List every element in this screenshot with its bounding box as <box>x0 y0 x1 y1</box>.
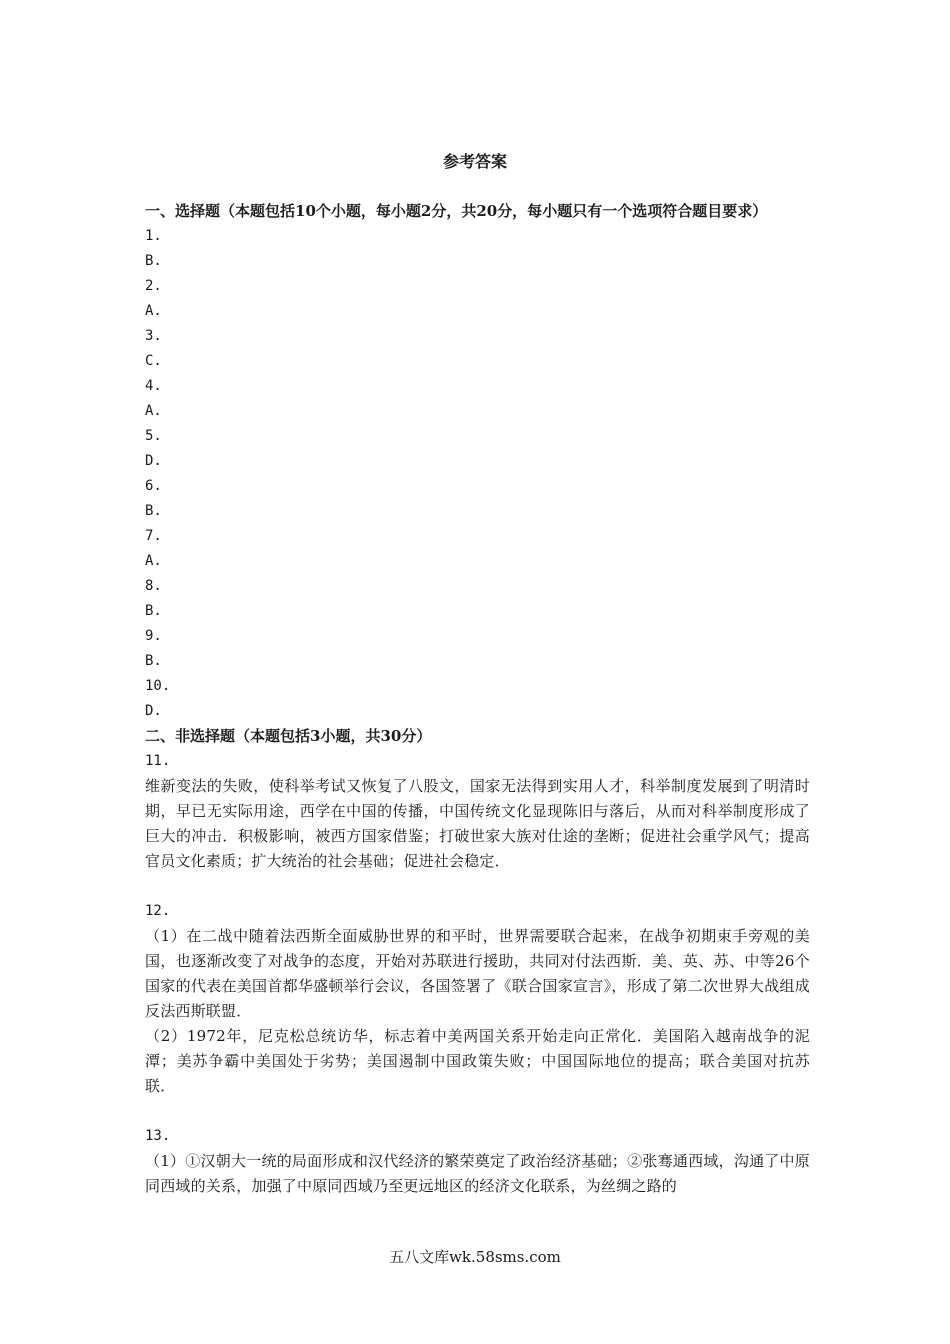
question-12-part2: （2）1972年，尼克松总统访华，标志着中美两国关系开始走向正常化．美国陷入越南战争的泥潭；美苏争霸中美国处于劣势；美国遏制中国政策失败；中国国际地位的提高；联合美国对抗苏联． <box>145 1027 810 1095</box>
spacer <box>145 1099 810 1124</box>
question-number: 7. <box>145 528 162 544</box>
page-title: 参考答案 <box>442 152 507 171</box>
answer-choice: A. <box>145 553 162 569</box>
answer-content <box>145 199 810 1199</box>
answer-choice: A. <box>145 303 162 319</box>
spacer <box>145 874 810 899</box>
question-number: 2. <box>145 278 162 294</box>
answer-choice: B. <box>145 653 162 669</box>
answer-choice: C. <box>145 353 162 369</box>
question-number: 9. <box>145 628 162 644</box>
question-number: 8. <box>145 578 162 594</box>
answer-choice: B. <box>145 253 162 269</box>
question-13-part1: （1）①汉朝大一统的局面形成和汉代经济的繁荣奠定了政治经济基础；②张骞通西域，沟通了中原同西域的关系，加强了中原同西域乃至更远地区的经济文化联系，为丝绸之路的 <box>145 1152 810 1195</box>
answer-choice: D. <box>145 453 162 469</box>
question-number: 10. <box>145 678 171 694</box>
question-number: 4. <box>145 378 162 394</box>
answer-choice: B. <box>145 503 162 519</box>
answer-choice: A. <box>145 403 162 419</box>
question-13-number: 13. <box>145 1128 171 1144</box>
question-12-part1: （1）在二战中随着法西斯全面威胁世界的和平时，世界需要联合起来，在战争初期束手旁观的美国，也逐渐改变了对战争的态度，开始对苏联进行援助，共同对付法西斯．美、英、苏、中等26个国家的代表在美国首都华盛顿举行会议，各国签署了《联合国家宣言》，形成了第二次世界大战组成反法西斯联盟． <box>145 927 810 1020</box>
answer-choice: D. <box>145 703 162 719</box>
footer-watermark: 五八文库wk.58sms.com <box>389 1248 561 1266</box>
question-number: 3. <box>145 328 162 344</box>
question-12-number: 12. <box>145 903 171 919</box>
question-number: 5. <box>145 428 162 444</box>
question-number: 6. <box>145 478 162 494</box>
question-11-number: 11. <box>145 753 171 769</box>
question-number: 1. <box>145 228 162 244</box>
choice-answers-list <box>145 224 810 724</box>
section2-heading: 二、非选择题（本题包括3小题，共30分） <box>145 727 432 745</box>
answer-choice: B. <box>145 603 162 619</box>
section1-heading: 一、选择题（本题包括10个小题，每小题2分，共20分，每小题只有一个选项符合题目要求） <box>145 202 768 220</box>
question-11-answer: 维新变法的失败，使科举考试又恢复了八股文，国家无法得到实用人才，科举制度发展到了明清时期，早已无实际用途，西学在中国的传播，中国传统文化显现陈旧与落后，从而对科举制度形成了巨大的冲击．积极影响，被西方国家借鉴；打破世家大族对仕途的垄断；促进社会重学风气；提高官员文化素质；扩大统治的社会基础；促进社会稳定． <box>145 777 810 870</box>
